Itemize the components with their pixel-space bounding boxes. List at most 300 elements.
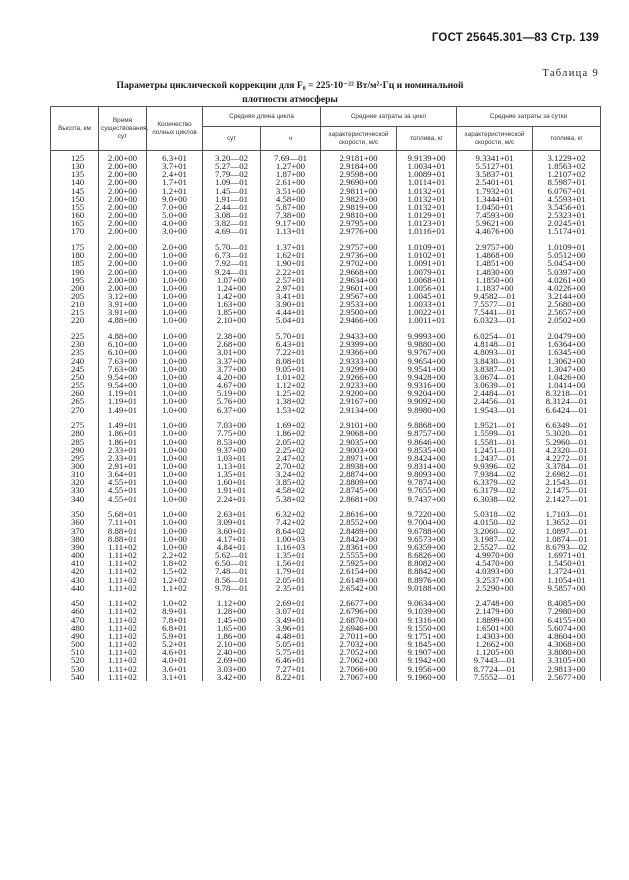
cycle-days-cell: 1.60+01 xyxy=(203,478,261,486)
day-velocity-cell: 1.2437—01 xyxy=(457,454,533,462)
altitude-cell: 300 xyxy=(51,462,99,470)
day-fuel-cell: 6.6349—01 xyxy=(533,421,601,429)
cycle-velocity-cell: 2.8938+00 xyxy=(321,462,397,470)
day-velocity-cell: 5.5127+01 xyxy=(457,162,533,170)
cycle-hours-cell: 6.46+01 xyxy=(261,656,321,664)
cycle-fuel-cell: 9.9541+00 xyxy=(397,365,457,373)
cycle-hours-cell: 8.08+01 xyxy=(261,357,321,365)
cycles-cell: 1.7+01 xyxy=(147,178,203,186)
cycle-velocity-cell: 2.9184+00 xyxy=(321,162,397,170)
cycles-cell: 1.0+02 xyxy=(147,599,203,607)
day-velocity-cell: 2.4456—01 xyxy=(457,397,533,405)
day-fuel-cell: 3.2144+00 xyxy=(533,292,601,300)
cycles-cell: 4.0+00 xyxy=(147,219,203,227)
lifetime-cell: 2.33+01 xyxy=(99,454,147,462)
day-fuel-cell: 2.5657+00 xyxy=(533,308,601,316)
altitude-cell: 260 xyxy=(51,389,99,397)
cycle-velocity-cell: 2.9500+00 xyxy=(321,308,397,316)
cycle-days-cell: 5.62—01 xyxy=(203,551,261,559)
day-fuel-cell: 6.6424—01 xyxy=(533,406,601,414)
day-velocity-cell: 8.7724—01 xyxy=(457,665,533,673)
day-fuel-cell: 5.3020—01 xyxy=(533,429,601,437)
cycle-fuel-cell: 1.0109+01 xyxy=(397,243,457,251)
cycle-days-cell: 4.67+00 xyxy=(203,381,261,389)
day-fuel-cell: 1.0109+01 xyxy=(533,243,601,251)
day-velocity-cell: 6.3179—02 xyxy=(457,486,533,494)
cycles-cell: 1.0+00 xyxy=(147,535,203,543)
cycle-hours-cell: 3.90+01 xyxy=(261,300,321,308)
cycle-hours-cell: 3.51+00 xyxy=(261,187,321,195)
day-fuel-cell: 8.3124—01 xyxy=(533,397,601,405)
day-fuel-cell: 5.0397+00 xyxy=(533,268,601,276)
cycles-cell: 1.0+00 xyxy=(147,429,203,437)
cycle-days-cell: 2.68+00 xyxy=(203,340,261,348)
lifetime-cell: 1.86+01 xyxy=(99,438,147,446)
day-fuel-cell: 1.5174+01 xyxy=(533,227,601,235)
day-fuel-cell: 1.0874—01 xyxy=(533,535,601,543)
lifetime-cell: 2.00+00 xyxy=(99,219,147,227)
lifetime-cell: 1.86+01 xyxy=(99,429,147,437)
cycle-hours-cell: 3.41+01 xyxy=(261,292,321,300)
altitude-cell: 295 xyxy=(51,454,99,462)
cycles-cell: 6.3+01 xyxy=(147,151,203,163)
cycles-cell: 1.0+00 xyxy=(147,406,203,414)
cycle-velocity-cell: 2.9466+00 xyxy=(321,316,397,324)
cycle-fuel-cell: 1.0056+01 xyxy=(397,284,457,292)
cycle-fuel-cell: 9.1907+00 xyxy=(397,648,457,656)
cycle-days-cell: 1.09—01 xyxy=(203,178,261,186)
altitude-cell: 155 xyxy=(51,203,99,211)
cycle-hours-cell: 2.97+01 xyxy=(261,284,321,292)
day-fuel-cell: 2.6982—01 xyxy=(533,470,601,478)
cycle-hours-cell: 1.16+03 xyxy=(261,543,321,551)
altitude-cell: 490 xyxy=(51,632,99,640)
day-fuel-cell: 1.3652—01 xyxy=(533,518,601,526)
cycle-days-cell: 8.53+00 xyxy=(203,438,261,446)
altitude-cell: 390 xyxy=(51,543,99,551)
cycles-cell: 1.0+00 xyxy=(147,486,203,494)
lifetime-cell: 2.00+00 xyxy=(99,268,147,276)
cycle-fuel-cell: 9.1956+00 xyxy=(397,665,457,673)
day-fuel-cell: 4.2272—01 xyxy=(533,454,601,462)
lifetime-cell: 1.11+02 xyxy=(99,632,147,640)
cycle-fuel-cell: 9.8093+00 xyxy=(397,470,457,478)
lifetime-cell: 2.00+00 xyxy=(99,284,147,292)
day-velocity-cell: 9.4582—01 xyxy=(457,292,533,300)
cycle-days-cell: 1.85+00 xyxy=(203,308,261,316)
day-fuel-cell: 1.1054+01 xyxy=(533,576,601,584)
cycle-fuel-cell: 9.7437+00 xyxy=(397,495,457,503)
day-velocity-cell: 9.3341+01 xyxy=(457,151,533,163)
cycle-days-cell: 7.03+00 xyxy=(203,421,261,429)
cycle-velocity-cell: 2.8361+00 xyxy=(321,543,397,551)
day-fuel-cell: 3.3105+00 xyxy=(533,656,601,664)
day-velocity-cell: 4.4676+00 xyxy=(457,227,533,235)
altitude-cell: 250 xyxy=(51,373,99,381)
cycle-days-cell: 3.60+01 xyxy=(203,527,261,535)
cycles-cell: 1.0+00 xyxy=(147,276,203,284)
cycle-days-cell: 1.63+00 xyxy=(203,300,261,308)
day-fuel-cell: 2.9813+00 xyxy=(533,665,601,673)
cycles-cell: 5.0+00 xyxy=(147,211,203,219)
table-row xyxy=(51,406,601,414)
altitude-cell: 245 xyxy=(51,365,99,373)
day-fuel-cell: 9.5857+00 xyxy=(533,584,601,592)
lifetime-cell: 4.88+00 xyxy=(99,332,147,340)
day-velocity-cell: 6.0254—01 xyxy=(457,332,533,340)
cycle-days-cell: 5.70—01 xyxy=(203,243,261,251)
cycle-velocity-cell: 2.6154+00 xyxy=(321,567,397,575)
cycle-velocity-cell: 2.9134+00 xyxy=(321,406,397,414)
lifetime-cell: 1.11+02 xyxy=(99,607,147,615)
altitude-cell: 235 xyxy=(51,348,99,356)
cycles-cell: 5.9+01 xyxy=(147,632,203,640)
cycle-velocity-cell: 2.6542+00 xyxy=(321,584,397,592)
cycles-cell: 6.8+01 xyxy=(147,624,203,632)
cycles-cell: 1.2+01 xyxy=(147,187,203,195)
lifetime-cell: 2.00+00 xyxy=(99,243,147,251)
cycle-days-cell: 5.27—02 xyxy=(203,162,261,170)
cycle-fuel-cell: 1.0034+01 xyxy=(397,162,457,170)
altitude-cell: 320 xyxy=(51,478,99,486)
cycles-cell: 3.6+01 xyxy=(147,665,203,673)
altitude-cell: 265 xyxy=(51,397,99,405)
cycle-velocity-cell: 2.6149+00 xyxy=(321,576,397,584)
cycles-cell: 1.0+00 xyxy=(147,446,203,454)
day-fuel-cell: 1.3062+00 xyxy=(533,357,601,365)
cycle-hours-cell: 5.75+01 xyxy=(261,648,321,656)
cycle-days-cell: 3.77+00 xyxy=(203,365,261,373)
cycle-days-cell: 4.69—01 xyxy=(203,227,261,235)
cycle-days-cell: 3.82—01 xyxy=(203,219,261,227)
cycle-velocity-cell: 2.5555+00 xyxy=(321,551,397,559)
day-velocity-cell: 7.5441—01 xyxy=(457,308,533,316)
cycle-days-cell: 1.86+00 xyxy=(203,632,261,640)
col-cycles: Количество полных циклов xyxy=(147,107,203,151)
cycle-hours-cell: 7.69—01 xyxy=(261,151,321,163)
day-fuel-cell: 2.5677+00 xyxy=(533,673,601,681)
cycles-cell: 1.0+00 xyxy=(147,495,203,503)
day-fuel-cell: 4.0226+00 xyxy=(533,284,601,292)
day-fuel-cell: 4.8604+00 xyxy=(533,632,601,640)
cycle-fuel-cell: 9.9204+00 xyxy=(397,389,457,397)
cycle-hours-cell: 1.56+01 xyxy=(261,559,321,567)
lifetime-cell: 3.91+00 xyxy=(99,300,147,308)
altitude-cell: 225 xyxy=(51,332,99,340)
day-fuel-cell: 1.3047+00 xyxy=(533,365,601,373)
cycle-fuel-cell: 1.0089+01 xyxy=(397,170,457,178)
day-velocity-cell: 3.0639—01 xyxy=(457,381,533,389)
cycle-hours-cell: 3.24+02 xyxy=(261,470,321,478)
lifetime-cell: 2.33+01 xyxy=(99,446,147,454)
cycle-hours-cell: 3.96+01 xyxy=(261,624,321,632)
lifetime-cell: 1.11+02 xyxy=(99,599,147,607)
lifetime-cell: 1.19+01 xyxy=(99,397,147,405)
altitude-cell: 470 xyxy=(51,616,99,624)
cycle-hours-cell: 2.05+01 xyxy=(261,576,321,584)
altitude-cell: 215 xyxy=(51,308,99,316)
cycle-fuel-cell: 9.1550+00 xyxy=(397,624,457,632)
day-velocity-cell: 4.0150—02 xyxy=(457,518,533,526)
day-velocity-cell: 2.5401+01 xyxy=(457,178,533,186)
altitude-cell: 360 xyxy=(51,518,99,526)
lifetime-cell: 1.11+02 xyxy=(99,576,147,584)
day-velocity-cell: 9.7443—01 xyxy=(457,656,533,664)
altitude-cell: 255 xyxy=(51,381,99,389)
day-velocity-cell: 1.0450+01 xyxy=(457,203,533,211)
cycle-hours-cell: 1.69+02 xyxy=(261,421,321,429)
cycle-days-cell: 1.42+00 xyxy=(203,292,261,300)
col-altitude: Высота, км xyxy=(51,107,99,151)
cycle-hours-cell: 2.05+02 xyxy=(261,438,321,446)
cycle-hours-cell: 2.70+02 xyxy=(261,462,321,470)
altitude-cell: 190 xyxy=(51,268,99,276)
lifetime-cell: 2.00+00 xyxy=(99,187,147,195)
cycle-velocity-cell: 2.7032+00 xyxy=(321,640,397,648)
day-velocity-cell: 1.4868+00 xyxy=(457,251,533,259)
cycle-hours-cell: 2.25+02 xyxy=(261,446,321,454)
altitude-cell: 280 xyxy=(51,429,99,437)
cycle-fuel-cell: 9.6359+00 xyxy=(397,543,457,551)
cycle-fuel-cell: 1.0132+01 xyxy=(397,203,457,211)
lifetime-cell: 1.19+01 xyxy=(99,389,147,397)
lifetime-cell: 2.00+00 xyxy=(99,259,147,267)
cycles-cell: 3.7+01 xyxy=(147,162,203,170)
altitude-cell: 450 xyxy=(51,599,99,607)
cycle-hours-cell: 7.27+01 xyxy=(261,665,321,673)
cycle-velocity-cell: 2.7066+00 xyxy=(321,665,397,673)
cycle-fuel-cell: 9.1316+00 xyxy=(397,616,457,624)
cycle-fuel-cell: 9.9767+00 xyxy=(397,348,457,356)
cycle-days-cell: 3.01+00 xyxy=(203,348,261,356)
cycles-cell: 7.0+00 xyxy=(147,203,203,211)
cycles-cell: 1.0+00 xyxy=(147,268,203,276)
altitude-cell: 420 xyxy=(51,567,99,575)
day-fuel-cell: 2.0245+01 xyxy=(533,219,601,227)
lifetime-cell: 1.49+01 xyxy=(99,421,147,429)
cycle-fuel-cell: 9.9092+00 xyxy=(397,397,457,405)
cycles-cell: 1.0+00 xyxy=(147,292,203,300)
cycle-fuel-cell: 1.0116+01 xyxy=(397,227,457,235)
lifetime-cell: 2.00+00 xyxy=(99,227,147,235)
cycles-cell: 1.0+00 xyxy=(147,373,203,381)
cycles-cell: 5.2+01 xyxy=(147,640,203,648)
table-row xyxy=(51,316,601,324)
day-velocity-cell: 2.9757+00 xyxy=(457,243,533,251)
day-fuel-cell: 6.0767+01 xyxy=(533,187,601,195)
cycle-hours-cell: 2.35+01 xyxy=(261,584,321,592)
altitude-cell: 125 xyxy=(51,151,99,163)
cycle-fuel-cell: 9.8980+00 xyxy=(397,406,457,414)
cycle-days-cell: 1.24+00 xyxy=(203,284,261,292)
cycle-fuel-cell: 1.0091+01 xyxy=(397,259,457,267)
cycles-cell: 1.0+00 xyxy=(147,527,203,535)
cycle-velocity-cell: 2.9167+00 xyxy=(321,397,397,405)
cycles-cell: 1.0+00 xyxy=(147,478,203,486)
cycle-days-cell: 1.03+01 xyxy=(203,454,261,462)
cycle-hours-cell: 1.62+01 xyxy=(261,251,321,259)
day-fuel-cell: 1.0897—01 xyxy=(533,527,601,535)
day-velocity-cell: 1.9521—01 xyxy=(457,421,533,429)
cycle-velocity-cell: 2.8745+00 xyxy=(321,486,397,494)
cycle-velocity-cell: 2.9810+00 xyxy=(321,211,397,219)
cycles-cell: 1.0+00 xyxy=(147,357,203,365)
cycle-velocity-cell: 2.9690+00 xyxy=(321,178,397,186)
day-fuel-cell: 1.6364+00 xyxy=(533,340,601,348)
cycle-days-cell: 1.65+00 xyxy=(203,624,261,632)
day-velocity-cell: 4.8148—01 xyxy=(457,340,533,348)
altitude-cell: 270 xyxy=(51,406,99,414)
col-fuel-day: топлива, кг xyxy=(533,127,601,151)
cycle-days-cell: 1.28+00 xyxy=(203,607,261,615)
lifetime-cell: 8.88+01 xyxy=(99,527,147,535)
cycle-velocity-cell: 2.8616+00 xyxy=(321,510,397,518)
cycle-days-cell: 3.08—01 xyxy=(203,211,261,219)
cycle-velocity-cell: 2.9181+00 xyxy=(321,151,397,163)
altitude-cell: 140 xyxy=(51,178,99,186)
day-velocity-cell: 1.5599—01 xyxy=(457,429,533,437)
day-velocity-cell: 1.9543—01 xyxy=(457,406,533,414)
day-fuel-cell: 3.5456+01 xyxy=(533,203,601,211)
cycles-cell: 1.0+00 xyxy=(147,316,203,324)
day-fuel-cell: 1.3724+01 xyxy=(533,567,601,575)
table-row xyxy=(51,227,601,235)
lifetime-cell: 2.00+00 xyxy=(99,211,147,219)
day-fuel-cell: 3.3784—01 xyxy=(533,462,601,470)
cycles-cell: 4.6+01 xyxy=(147,648,203,656)
lifetime-cell: 7.11+01 xyxy=(99,518,147,526)
day-fuel-cell: 8.5987+01 xyxy=(533,178,601,186)
lifetime-cell: 2.00+00 xyxy=(99,276,147,284)
cycle-velocity-cell: 2.9598+00 xyxy=(321,170,397,178)
cycle-hours-cell: 1.38+02 xyxy=(261,397,321,405)
cycle-days-cell: 5.76+00 xyxy=(203,397,261,405)
cycle-days-cell: 4.84+01 xyxy=(203,543,261,551)
cycle-fuel-cell: 9.7004+00 xyxy=(397,518,457,526)
lifetime-cell: 9.54+00 xyxy=(99,373,147,381)
lifetime-cell: 2.00+00 xyxy=(99,178,147,186)
cycles-cell: 1.0+00 xyxy=(147,438,203,446)
cycles-cell: 1.1+02 xyxy=(147,584,203,592)
altitude-cell: 175 xyxy=(51,243,99,251)
col-days: сут xyxy=(203,127,261,151)
day-velocity-cell: 3.8430—01 xyxy=(457,357,533,365)
cycle-fuel-cell: 8.8082+00 xyxy=(397,559,457,567)
cycle-fuel-cell: 9.1942+00 xyxy=(397,656,457,664)
cycle-hours-cell: 5.87+00 xyxy=(261,203,321,211)
cycle-fuel-cell: 1.0114+01 xyxy=(397,178,457,186)
day-fuel-cell: 3.8080+00 xyxy=(533,648,601,656)
cycles-cell: 1.0+00 xyxy=(147,284,203,292)
cycle-velocity-cell: 2.7052+00 xyxy=(321,648,397,656)
day-velocity-cell: 1.2451—01 xyxy=(457,446,533,454)
cycle-days-cell: 2.38+00 xyxy=(203,332,261,340)
altitude-cell: 440 xyxy=(51,584,99,592)
cycle-velocity-cell: 2.6946+00 xyxy=(321,624,397,632)
day-fuel-cell: 5.2960—01 xyxy=(533,438,601,446)
cycles-cell: 1.2+02 xyxy=(147,576,203,584)
day-velocity-cell: 2.4748+00 xyxy=(457,599,533,607)
cycle-velocity-cell: 2.9811+00 xyxy=(321,187,397,195)
cycle-velocity-cell: 2.8809+00 xyxy=(321,478,397,486)
cycle-hours-cell: 5.38+02 xyxy=(261,495,321,503)
day-fuel-cell: 4.5593+01 xyxy=(533,195,601,203)
cycle-hours-cell: 7.38+00 xyxy=(261,211,321,219)
altitude-cell: 480 xyxy=(51,624,99,632)
cycle-days-cell: 2.10+00 xyxy=(203,640,261,648)
cycle-velocity-cell: 2.5925+00 xyxy=(321,559,397,567)
cycles-cell: 3.1+01 xyxy=(147,673,203,681)
altitude-cell: 275 xyxy=(51,421,99,429)
cycle-velocity-cell: 2.9068+00 xyxy=(321,429,397,437)
cycles-cell: 1.0+00 xyxy=(147,454,203,462)
cycle-fuel-cell: 9.8757+00 xyxy=(397,429,457,437)
day-velocity-cell: 7.5577—01 xyxy=(457,300,533,308)
day-fuel-cell: 5.6074+00 xyxy=(533,624,601,632)
cycle-velocity-cell: 2.9823+00 xyxy=(321,195,397,203)
day-fuel-cell: 2.5680+00 xyxy=(533,300,601,308)
cycle-hours-cell: 2.22+01 xyxy=(261,268,321,276)
altitude-cell: 240 xyxy=(51,357,99,365)
lifetime-cell: 1.11+02 xyxy=(99,640,147,648)
lifetime-cell: 6.10+00 xyxy=(99,348,147,356)
altitude-cell: 460 xyxy=(51,607,99,615)
cycle-fuel-cell: 9.7655+00 xyxy=(397,486,457,494)
cycle-days-cell: 1.13+01 xyxy=(203,462,261,470)
cycle-velocity-cell: 2.8424+00 xyxy=(321,535,397,543)
cycles-cell: 3.0+00 xyxy=(147,227,203,235)
cycles-cell: 1.0+00 xyxy=(147,397,203,405)
cycle-velocity-cell: 2.7011+00 xyxy=(321,632,397,640)
cycle-velocity-cell: 2.9003+00 xyxy=(321,446,397,454)
cycle-velocity-cell: 2.6796+00 xyxy=(321,607,397,615)
col-hours: ч xyxy=(261,127,321,151)
cycles-cell: 2.2+02 xyxy=(147,551,203,559)
lifetime-cell: 3.64+01 xyxy=(99,470,147,478)
cycle-fuel-cell: 9.1845+00 xyxy=(397,640,457,648)
cycle-fuel-cell: 8.8976+00 xyxy=(397,576,457,584)
cycle-fuel-cell: 9.6573+00 xyxy=(397,535,457,543)
cycle-days-cell: 6.50—01 xyxy=(203,559,261,567)
altitude-cell: 220 xyxy=(51,316,99,324)
altitude-cell: 510 xyxy=(51,648,99,656)
day-fuel-cell: 4.2320—01 xyxy=(533,446,601,454)
cycle-velocity-cell: 2.8552+00 xyxy=(321,518,397,526)
day-fuel-cell: 4.3068+00 xyxy=(533,640,601,648)
altitude-cell: 330 xyxy=(51,486,99,494)
cycles-cell: 1.0+00 xyxy=(147,462,203,470)
cycle-hours-cell: 1.00+03 xyxy=(261,535,321,543)
cycle-days-cell: 9.37+00 xyxy=(203,446,261,454)
cycle-days-cell: 4.20+00 xyxy=(203,373,261,381)
day-fuel-cell: 1.6345+00 xyxy=(533,348,601,356)
table-row xyxy=(51,584,601,592)
cycle-fuel-cell: 9.0634+00 xyxy=(397,599,457,607)
cycles-cell: 7.8+01 xyxy=(147,616,203,624)
lifetime-cell: 2.00+00 xyxy=(99,195,147,203)
cycle-velocity-cell: 2.9567+00 xyxy=(321,292,397,300)
cycle-days-cell: 7.75+00 xyxy=(203,429,261,437)
day-fuel-cell: 1.6971+01 xyxy=(533,551,601,559)
cycles-cell: 1.8+02 xyxy=(147,559,203,567)
cycle-days-cell: 7.92—01 xyxy=(203,259,261,267)
cycle-hours-cell: 1.27+00 xyxy=(261,162,321,170)
col-per-cycle: Средние затраты за цикл xyxy=(321,107,457,127)
cycle-days-cell: 2.24+01 xyxy=(203,495,261,503)
cycle-hours-cell: 7.42+02 xyxy=(261,518,321,526)
cycle-hours-cell: 7.22+01 xyxy=(261,348,321,356)
cycle-days-cell: 1.12+00 xyxy=(203,599,261,607)
